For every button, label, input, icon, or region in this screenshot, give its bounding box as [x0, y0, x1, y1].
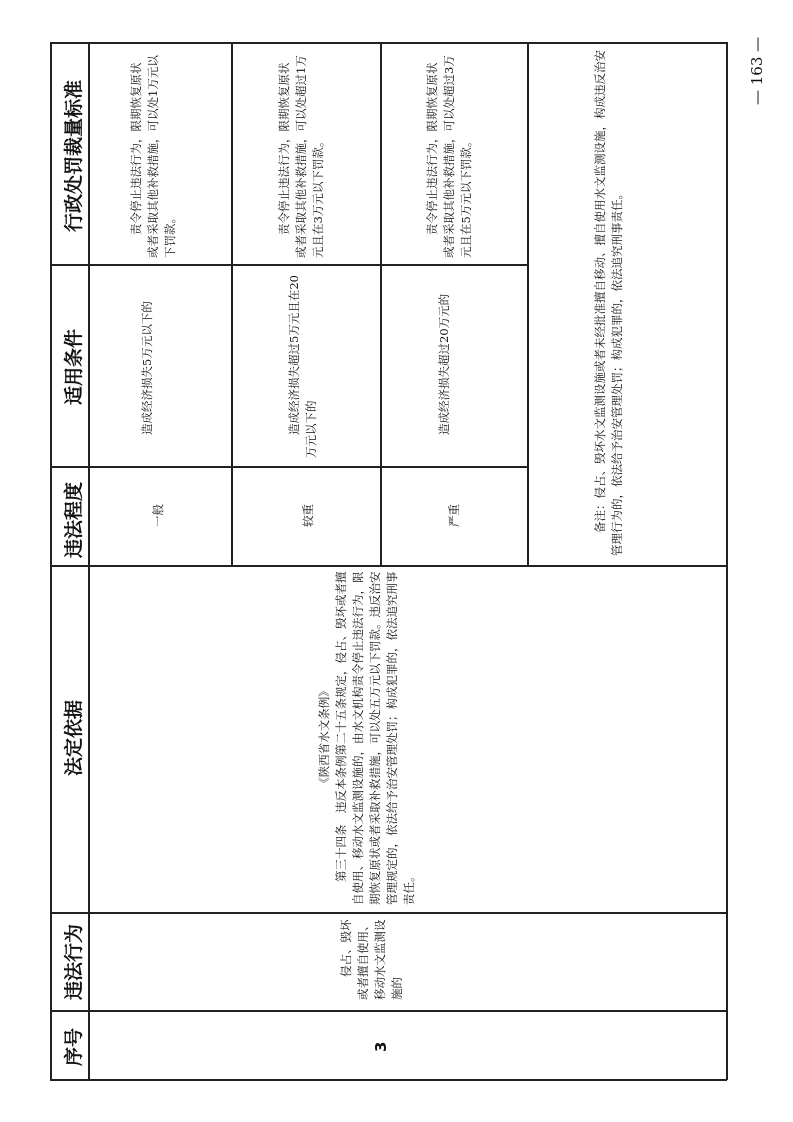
header-penalty: 行政处罚裁量标准 [63, 79, 85, 232]
level-1-degree: 一般 [151, 504, 165, 527]
row-divider-3 [527, 42, 529, 566]
header-divider [88, 42, 90, 1080]
table-border-bottom [50, 1079, 727, 1081]
level-3-degree: 严重 [447, 504, 461, 527]
table-border-right [726, 42, 728, 1080]
basis-title: 《陕西省水文条例》 [317, 685, 331, 789]
level-3-penalty: 责令停止违法行为，限期恢复原状或者采取其他补救措施，可以处超过3万元且在5万元以下罚款。 [425, 55, 473, 258]
header-condition: 适用条件 [63, 328, 85, 405]
level-1-condition: 造成经济损失5万元以下的 [140, 301, 154, 435]
level-1-penalty: 责令停止违法行为，限期恢复原状或者采取其他补救措施，可以处1万元以下罚款。 [129, 55, 177, 258]
row-act-text: 侵占、毁坏或者擅自使用、移动水文监测设施的 [339, 919, 404, 1000]
col-divider-degree-cond [50, 466, 528, 468]
row-seq-number: 3 [372, 1041, 390, 1052]
level-3-condition: 造成经济损失超过20万元的 [437, 293, 451, 435]
row-basis [316, 569, 418, 905]
header-basis: 法定依据 [63, 699, 85, 776]
table-border-left [50, 42, 52, 1080]
table-border-top [50, 42, 727, 44]
row-divider-1 [231, 42, 233, 566]
basis-text: 第三十四条 违反本条例第二十五条规定，侵占、毁坏或者擅自使用、移动水文监测设施的，由水文机构责令停止违法行为，限期恢复原状或者采取补救措施，可以处五万元以下罚款。违反治安管理规定的，依法给予治安管理处罚；构成犯罪的，依法追究刑事责任。 [334, 571, 416, 905]
header-seq: 序号 [63, 1027, 85, 1066]
level-2-penalty: 责令停止违法行为，限期恢复原状或者采取其他补救措施，可以处超过1万元且在3万元以下罚款。 [277, 55, 325, 258]
table-note: 备注：侵占、毁坏水文监测设施或者未经批准擅自移动、擅自使用水文监测设施，构成违反治安管理行为的，依法给予治安管理处罚；构成犯罪的，依法追究刑事责任。 [593, 50, 624, 556]
col-divider-cond-penalty [50, 264, 528, 266]
row-divider-2 [380, 42, 382, 566]
header-act: 违法行为 [63, 923, 85, 1000]
col-divider-basis-degree [50, 565, 727, 567]
level-2-condition: 造成经济损失超过5万元且在20万元以下的 [287, 275, 318, 458]
level-2-degree: 较重 [301, 504, 315, 527]
page-number: — 163 — [748, 36, 766, 105]
header-degree: 违法程度 [63, 481, 85, 558]
col-divider-seq-act [50, 1010, 727, 1012]
